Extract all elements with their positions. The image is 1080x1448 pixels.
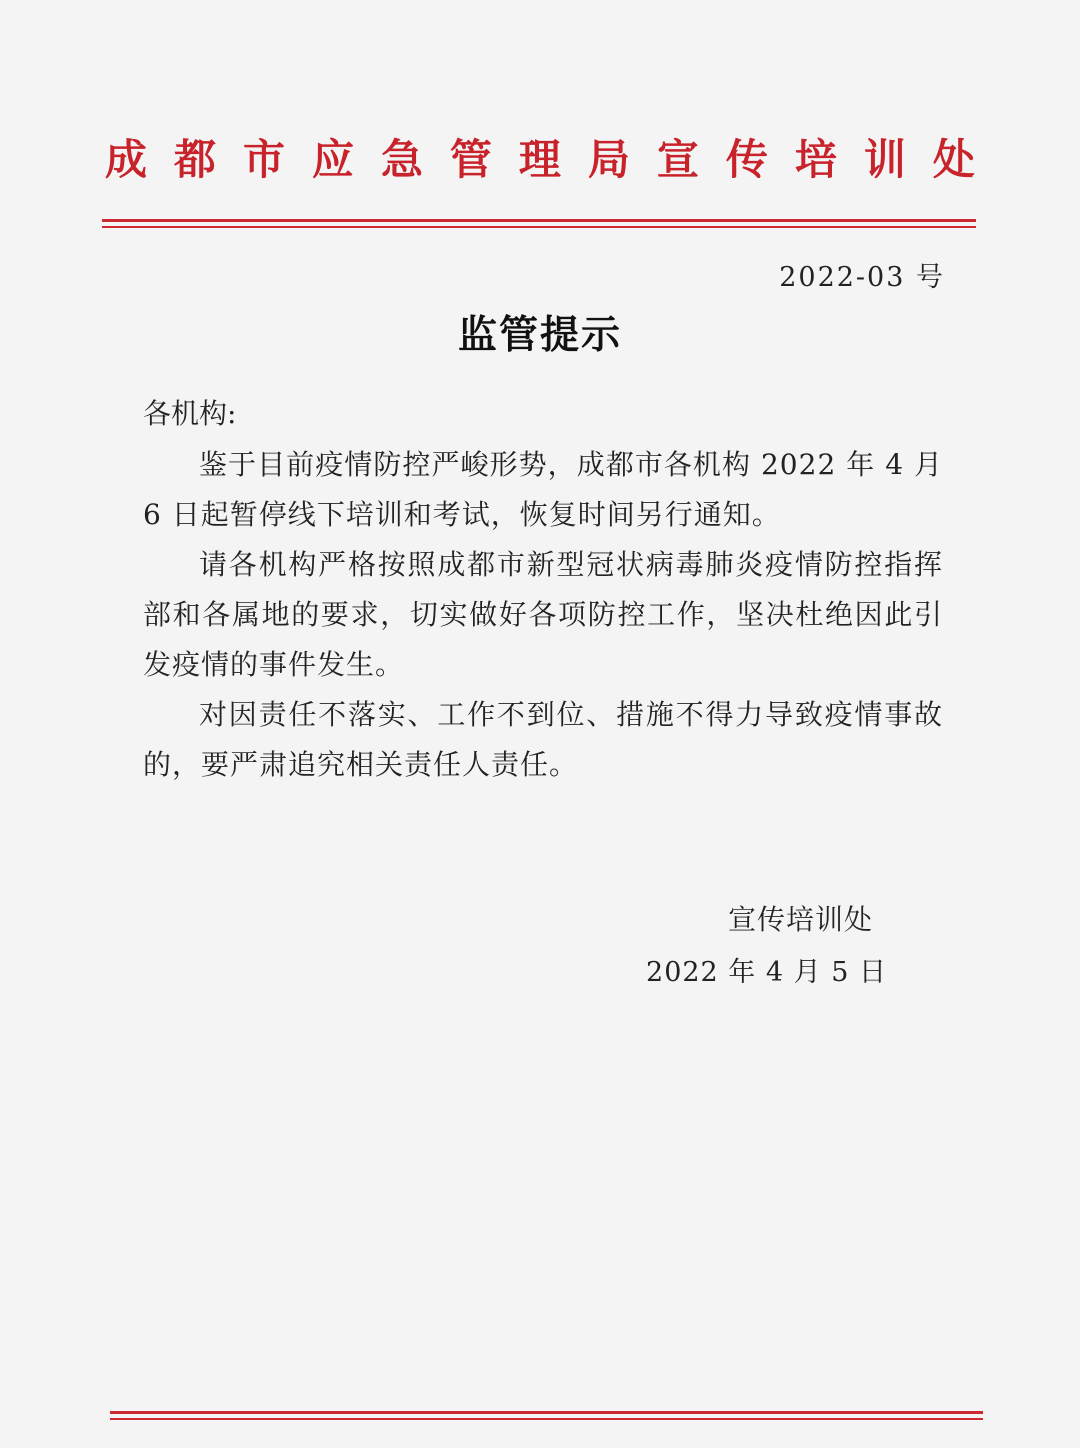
letterhead-org-name (105, 128, 975, 192)
footer-divider-thick (110, 1411, 983, 1414)
letterhead-char: 培 (794, 135, 837, 184)
letterhead-char: 局 (587, 135, 630, 184)
letterhead-char: 都 (173, 135, 216, 184)
document-title: 监管提示 (457, 313, 622, 358)
letterhead-char: 传 (725, 135, 768, 184)
letterhead-char: 处 (932, 135, 975, 184)
signature-date: 2022 年 4 月 5 日 (646, 957, 887, 988)
letterhead-char: 市 (242, 135, 285, 184)
letterhead-char: 宣 (656, 135, 699, 184)
letterhead-divider-thin (102, 226, 976, 228)
body-paragraph: 鉴于目前疫情防控严峻形势，成都市各机构 2022 年 4 月 6 日起暂停线下培训和考试，恢复时间另行通知。 (143, 448, 943, 531)
letterhead-char: 应 (311, 135, 354, 184)
document-body (143, 440, 943, 790)
letterhead-char: 急 (380, 135, 423, 184)
body-paragraph: 对因责任不落实、工作不到位、措施不得力导致疫情事故的，要严肃追究相关责任人责任。 (143, 698, 943, 781)
footer-divider-thin (110, 1418, 983, 1420)
document-number: 2022-03 号 (779, 262, 945, 293)
letterhead-char: 成 (105, 135, 148, 184)
letterhead-divider-thick (102, 219, 976, 222)
body-paragraph: 请各机构严格按照成都市新型冠状病毒肺炎疫情防控指挥部和各属地的要求，切实做好各项防控工作，坚决杜绝因此引发疫情的事件发生。 (143, 548, 943, 681)
letterhead-char: 理 (518, 135, 561, 184)
salutation: 各机构: (143, 397, 237, 430)
letterhead-char: 管 (449, 135, 492, 184)
signature-department: 宣传培训处 (727, 903, 873, 936)
letterhead-char: 训 (863, 135, 906, 184)
